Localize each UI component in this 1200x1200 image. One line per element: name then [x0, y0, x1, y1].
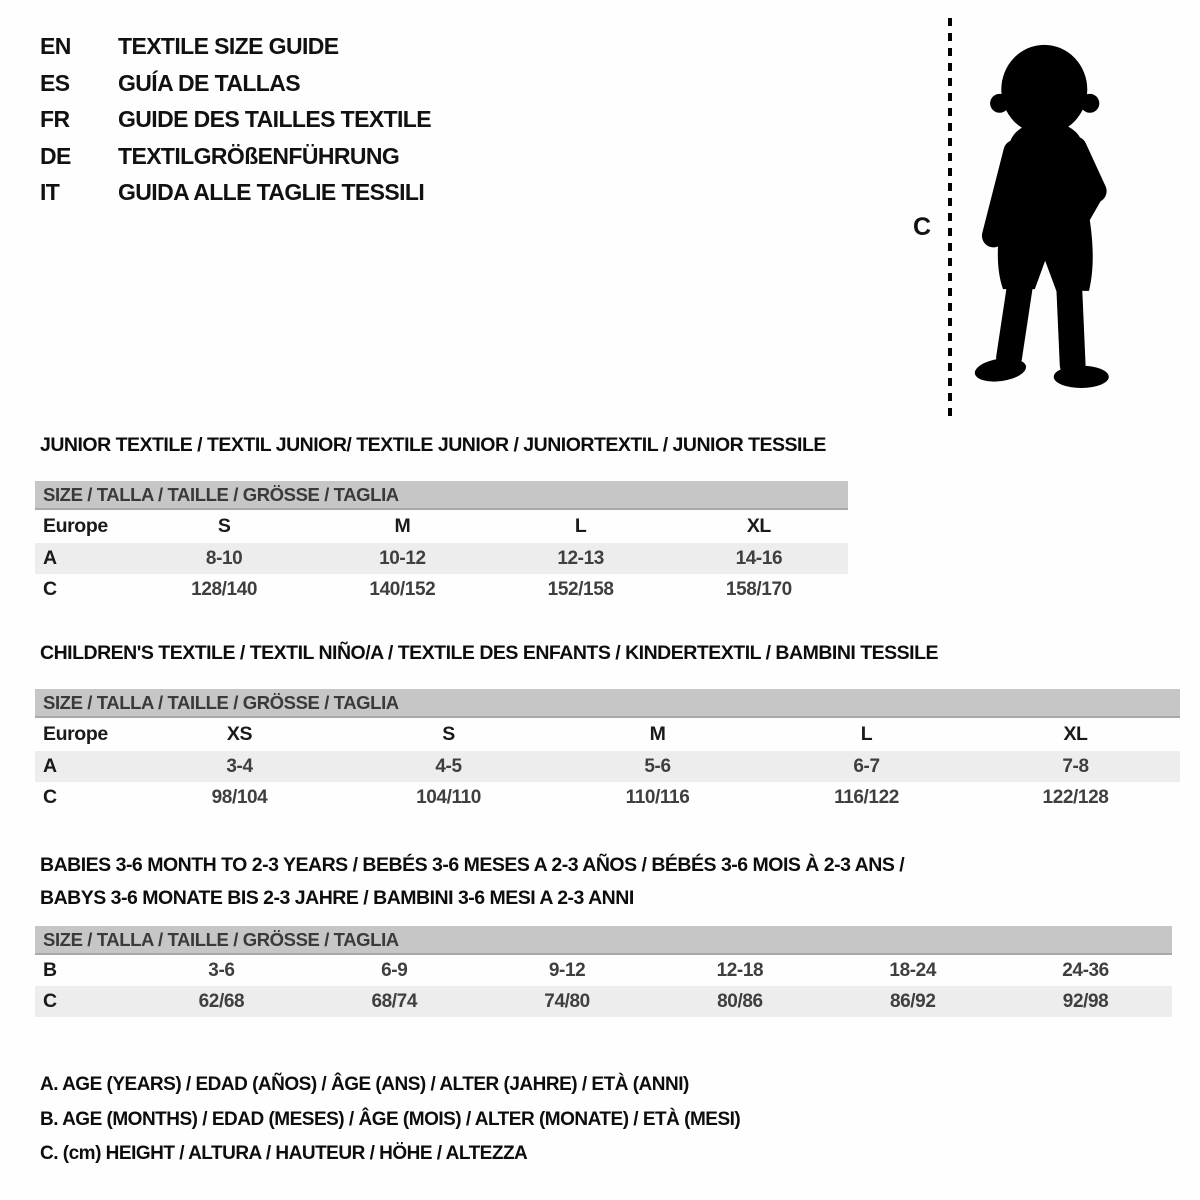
table-cell: 140/152 — [369, 578, 436, 600]
table-cell: 4-5 — [435, 755, 462, 777]
table-cell: 152/158 — [547, 578, 614, 600]
table-cell: S — [217, 515, 231, 537]
table-row — [35, 574, 848, 605]
table-row — [35, 986, 1172, 1017]
babies-title-line2: BABYS 3-6 MONATE BIS 2-3 JAHRE / BAMBINI 3-6 MESI A 2-3 ANNI — [40, 887, 634, 909]
table-cell: 12-13 — [557, 547, 604, 569]
table-cell: 68/74 — [371, 990, 418, 1012]
table-cell: 12-18 — [716, 959, 764, 981]
language-row-it — [40, 174, 431, 211]
babies-title-line1: BABIES 3-6 MONTH TO 2-3 YEARS / BEBÉS 3-6 MESES A 2-3 AÑOS / BÉBÉS 3-6 MOIS À 2-3 ANS / — [40, 854, 905, 876]
table-cell: 14-16 — [735, 547, 783, 569]
measure-label-c: C — [913, 213, 932, 241]
row-label: C — [43, 578, 57, 600]
table-body — [35, 510, 848, 605]
legend-line-c: C. (cm) HEIGHT / ALTURA / HAUTEUR / HÖHE / ALTEZZA — [40, 1143, 528, 1164]
table-cell: 3-4 — [226, 755, 253, 777]
table-cell: 158/170 — [725, 578, 792, 600]
children-section-title: CHILDREN'S TEXTILE / TEXTIL NIÑO/A / TEXTILE DES ENFANTS / KINDERTEXTIL / BAMBINI TESSILE — [40, 642, 939, 664]
table-cell: 6-9 — [381, 959, 408, 981]
row-label: A — [43, 547, 57, 569]
language-block — [40, 28, 431, 211]
row-label: Europe — [43, 515, 108, 537]
table-cell: 3-6 — [208, 959, 235, 981]
row-label: B — [43, 959, 57, 981]
height-measure-dashed-line — [948, 18, 952, 416]
table-cell: 128/140 — [191, 578, 258, 600]
language-code: FR — [40, 106, 70, 132]
table-cell: L — [860, 723, 873, 745]
size-header-bar: SIZE / TALLA / TAILLE / GRÖSSE / TAGLIA — [35, 689, 1180, 718]
table-cell: 24-36 — [1062, 959, 1109, 981]
children-size-table — [35, 689, 1180, 813]
table-cell: 74/80 — [544, 990, 590, 1012]
table-cell: 110/116 — [625, 786, 690, 808]
table-cell: L — [574, 515, 587, 537]
language-row-fr — [40, 101, 431, 138]
language-label: GUIDE DES TAILLES TEXTILE — [118, 106, 431, 132]
table-cell: XS — [226, 723, 253, 745]
row-label: Europe — [43, 723, 108, 745]
table-cell: 6-7 — [853, 755, 880, 777]
language-label: GUIDA ALLE TAGLIE TESSILI — [118, 179, 425, 205]
junior-section-title: JUNIOR TEXTILE / TEXTIL JUNIOR/ TEXTILE JUNIOR / JUNIORTEXTIL / JUNIOR TESSILE — [40, 434, 826, 456]
row-label: C — [43, 990, 57, 1012]
table-cell: 86/92 — [889, 990, 936, 1012]
language-row-en — [40, 28, 431, 65]
table-cell: 122/128 — [1042, 786, 1109, 808]
table-cell: 92/98 — [1062, 990, 1109, 1012]
table-row — [35, 718, 1180, 751]
table-row — [35, 782, 1180, 813]
language-label: GUÍA DE TALLAS — [118, 69, 300, 96]
table-cell: 9-12 — [548, 959, 586, 981]
table-cell: 10-12 — [379, 547, 426, 569]
toddler-silhouette-icon — [960, 15, 1132, 422]
table-cell: 98/104 — [211, 786, 268, 808]
table-cell: 7-8 — [1062, 755, 1089, 777]
language-code: EN — [40, 33, 71, 59]
table-body — [35, 718, 1180, 813]
table-cell: XL — [1063, 723, 1088, 745]
table-cell: 104/110 — [416, 786, 481, 808]
language-code: IT — [40, 179, 60, 205]
language-label: TEXTILE SIZE GUIDE — [118, 33, 339, 59]
size-header-bar: SIZE / TALLA / TAILLE / GRÖSSE / TAGLIA — [35, 926, 1172, 955]
table-cell: 18-24 — [889, 959, 937, 981]
table-cell: 5-6 — [644, 755, 671, 777]
language-label: TEXTILGRÖßENFÜHRUNG — [118, 142, 400, 169]
legend-line-a: A. AGE (YEARS) / EDAD (AÑOS) / ÂGE (ANS) / ALTER (JAHRE) / ETÀ (ANNI) — [40, 1074, 689, 1095]
table-body — [35, 955, 1172, 1017]
legend — [40, 1068, 740, 1172]
language-row-es — [40, 65, 431, 102]
language-code: DE — [40, 142, 71, 169]
table-cell: XL — [746, 515, 771, 537]
table-cell: 62/68 — [198, 990, 245, 1012]
table-row — [35, 751, 1180, 782]
language-row-de — [40, 138, 431, 175]
table-cell: 8-10 — [205, 547, 243, 569]
table-cell: M — [649, 723, 666, 745]
row-label: A — [43, 755, 57, 777]
table-row — [35, 510, 848, 543]
table-cell: S — [442, 723, 455, 745]
table-row — [35, 543, 848, 574]
size-header-bar: SIZE / TALLA / TAILLE / GRÖSSE / TAGLIA — [35, 481, 848, 510]
babies-size-table — [35, 926, 1172, 1017]
babies-section-title — [40, 849, 904, 915]
legend-line-b: B. AGE (MONTHS) / EDAD (MESES) / ÂGE (MOIS) / ALTER (MONATE) / ETÀ (MESI) — [40, 1108, 741, 1130]
row-label: C — [43, 786, 57, 808]
table-cell: 116/122 — [834, 786, 899, 808]
language-code: ES — [40, 69, 70, 96]
table-cell: 80/86 — [717, 990, 763, 1012]
table-row — [35, 955, 1172, 986]
table-cell: M — [394, 515, 411, 537]
junior-size-table — [35, 481, 848, 605]
